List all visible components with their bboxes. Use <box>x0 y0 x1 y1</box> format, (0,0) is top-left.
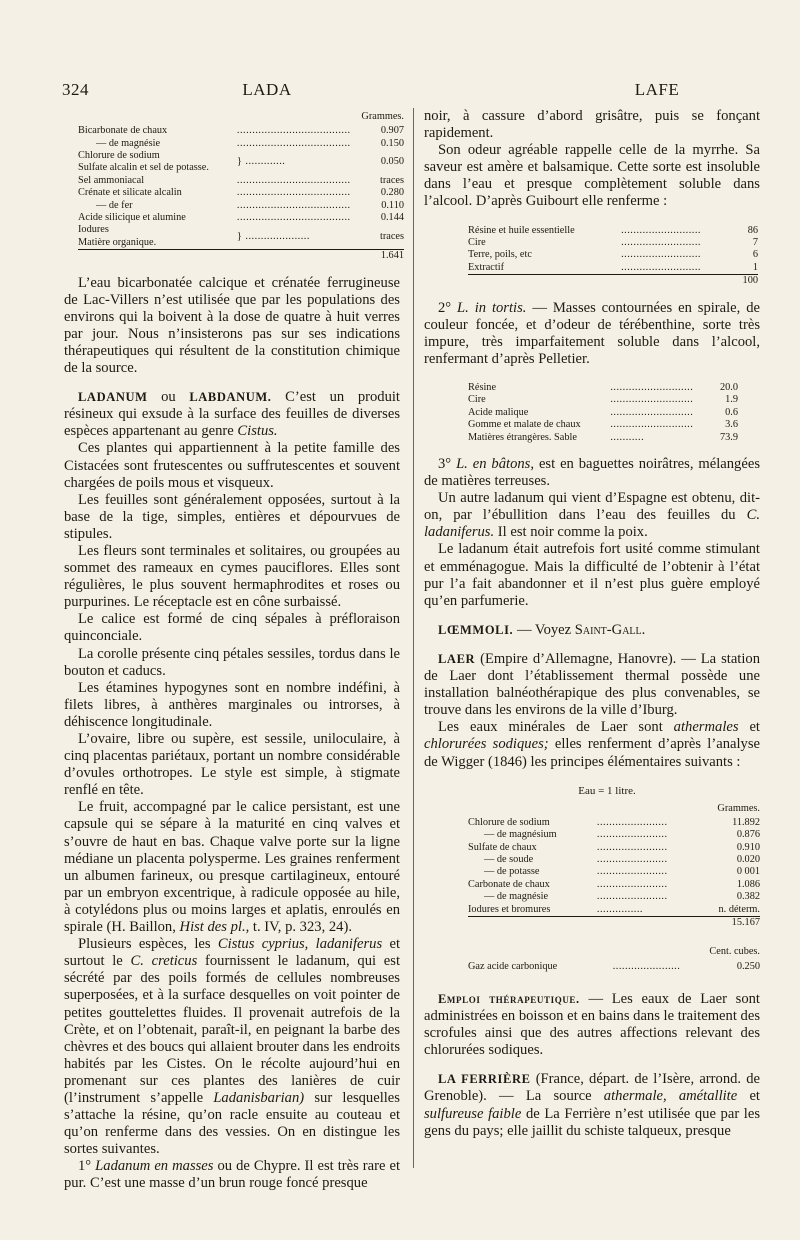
table-cell-label: — de magnésie <box>484 891 549 903</box>
table-row: Gaz acide carbonique ...................... 0.250 <box>468 960 760 972</box>
paragraph: Les fleurs sont terminales et solitaires, ou groupées au sommet des rameaux en cymes pauciflores. Elles sont régulières, le plus souvent hermaphrodites et roses ou purpurines. Le réceptacle est en cône surbaissé. <box>64 542 400 611</box>
table2 <box>468 225 758 288</box>
text: et <box>749 1088 760 1105</box>
genus-name: Cistus. <box>237 423 278 440</box>
table-row: Cire ........................... 1.9 <box>468 394 738 406</box>
entry-la-ferriere <box>424 1071 760 1139</box>
paragraph <box>64 936 400 1158</box>
table-row: Chlorure de sodium } ............. 0.050 <box>78 150 404 162</box>
table-cell-label: Chlorure de sodium <box>78 149 160 161</box>
table-row: Crénate et silicate alcalin ..................................... 0.280 <box>78 187 404 199</box>
table-cell-value: 0.150 <box>380 137 404 149</box>
right-running-title: LAFE <box>634 80 680 99</box>
species-name: C. creticus <box>130 953 198 970</box>
table-row: Résine ........................... 20.0 <box>468 381 738 393</box>
text: ou de Chypre. Il est très rare et pur. C’est une masse d’un brun rouge foncé presque <box>64 1158 401 1192</box>
paragraph: Son odeur agréable rappelle celle de la myrrhe. Sa saveur est amère et balsamique. Cette sorte est insoluble dans l’eau et presque complètement soluble dans l’alcool. D’après Guibourt elle renferme : <box>424 142 760 210</box>
text: et <box>749 719 760 736</box>
table2-total: 100 <box>736 275 758 288</box>
table-row: Carbonate de chaux ....................... 1.086 <box>468 878 760 890</box>
table-total-row <box>468 275 758 288</box>
table-row: — de magnésie ....................... 0.382 <box>468 891 760 903</box>
table-cell-label: — de magnésium <box>484 829 557 841</box>
conjunction: ou <box>161 389 176 406</box>
table-cell-value: 86 <box>747 224 758 236</box>
table-cell-label: — de soude <box>484 854 534 865</box>
table-cell-value: 3.6 <box>725 419 738 431</box>
table-cell-value: 1.9 <box>725 394 738 406</box>
table-cell-label: Matières étrangères. Sable <box>468 431 577 443</box>
table-cell-label: Chlorure de sodium <box>468 816 550 828</box>
table-cell-label: Iodures et bromures <box>468 903 551 915</box>
table-row: Iodures et bromures ............... n. déterm. <box>468 903 760 915</box>
table-cell-value: 1 <box>752 261 758 273</box>
table-cell-label: Sel ammoniacal <box>78 174 145 186</box>
emphasis: sulfureuse faible <box>424 1105 522 1122</box>
table4-unit: Grammes. <box>717 802 760 814</box>
entry-emploi <box>424 991 760 1059</box>
text: et surtout le <box>64 936 401 970</box>
variety-name: Ladanum en masses <box>95 1158 214 1175</box>
table-row: Sulfate de chaux ....................... 0.910 <box>468 841 760 853</box>
paragraph: L’ovaire, libre ou supère, est sessile, uniloculaire, à cinq placentas pariétaux, portant un nombre considérable d’ovules orthotropes. Le style est simple, à stigmate renflé en tête. <box>64 731 400 799</box>
table-cell-value: 11.892 <box>732 816 760 828</box>
entry-laer <box>424 651 760 719</box>
table-row: Acide malique ........................... 0.6 <box>468 406 738 418</box>
entry-heading: Emploi thérapeutique. <box>438 991 580 1006</box>
paragraph: Le calice est formé de cinq sépales à préfloraison quinconciale. <box>64 611 400 645</box>
table-cell-value: 7 <box>752 236 758 248</box>
table-row: Terre, poils, etc .......................... 6 <box>468 249 758 261</box>
table-cell-label: — de potasse <box>484 866 540 878</box>
table1 <box>78 125 404 262</box>
entry-laemmoli <box>424 622 760 639</box>
column-divider <box>413 108 414 1168</box>
table-cell-value: 0.910 <box>736 841 760 853</box>
citation: Hist des pl., <box>179 919 250 936</box>
table-cell-value: 0 001 <box>736 866 760 878</box>
paragraph: Ces plantes qui appartiennent à la petite famille des Cistacées sont frutescentes ou suffrutescentes et souvent chargées de poils mous et visqueux. <box>64 440 400 491</box>
table-cell-value: 0.110 <box>381 199 404 211</box>
text: Plusieurs espèces, les <box>78 936 211 953</box>
emphasis: chlorurées sodiques; <box>424 736 549 753</box>
table-cell-value: 0.907 <box>380 125 404 137</box>
left-column <box>64 108 404 1193</box>
table-cell-value: 1.086 <box>736 878 760 890</box>
table-cell-value: n. déterm. <box>718 903 760 915</box>
variety-name: L. en bâtons, <box>456 456 535 472</box>
paragraph: La corolle présente cinq pétales sessiles, tordus dans le bouton et caducs. <box>64 645 400 679</box>
instrument-name: Ladanisbarian) <box>213 1089 305 1106</box>
table-cell-label: Résine et huile essentielle <box>468 224 575 236</box>
paragraph <box>424 719 760 770</box>
table-cell-value: traces <box>379 174 404 186</box>
entry-text: C’est un produit résineux qui exsude à la surface des feuilles de diverses espèces appartenant au genre <box>64 389 400 440</box>
table-cell-value: 0.280 <box>380 187 404 199</box>
table-cell-label: Gomme et malate de chaux <box>468 419 581 431</box>
table-cell-value: 0.876 <box>736 829 760 841</box>
paragraph <box>64 799 400 936</box>
text: de La Ferrière n’est utilisée que par les gens du pays; elle jaillit du schiste talqueux, presque <box>424 1105 761 1139</box>
table-cell-label: Carbonate de chaux <box>468 878 550 890</box>
table-cell-label: Résine <box>468 381 497 393</box>
table-row: — de fer ..................................... 0.110 <box>78 200 404 212</box>
table-cell-value: 0.144 <box>380 211 404 223</box>
table1-unit: Grammes. <box>361 111 404 122</box>
text: — Masses contournées en spirale, de couleur foncée, et d’odeur de térébenthine, sorte très impure, très imparfaitement soluble dans l’alcool, renfermant d’après Pelletier. <box>424 299 760 367</box>
entry-heading-alt: LABDANUM. <box>189 390 272 405</box>
table-cell-value: 20.0 <box>719 381 738 393</box>
table-row: — de magnésium ....................... 0.876 <box>468 829 760 841</box>
text: est en baguettes noirâtres, mélangées de matières terreuses. <box>424 456 760 490</box>
table-cell-label: Crénate et silicate alcalin <box>78 187 182 199</box>
table-cell-label: Sulfate alcalin et sel de potasse. <box>78 162 209 174</box>
table-cell-value: 0.050 <box>380 156 404 168</box>
table-cell-label: Cire <box>468 394 486 406</box>
table-row: — de soude ....................... 0.020 <box>468 854 760 866</box>
table-row: Résine et huile essentielle .......................... 86 <box>468 224 758 236</box>
table-row: Sel ammoniacal ..................................... traces <box>78 174 404 186</box>
text: Les eaux minérales de Laer sont <box>438 719 663 736</box>
table3 <box>468 382 738 444</box>
species-name: C. ladaniferus. <box>424 507 760 541</box>
table-cell-value: 0.250 <box>736 960 760 972</box>
table-row: — de potasse ....................... 0 001 <box>468 866 760 878</box>
paragraph <box>424 456 760 490</box>
table-row: Gomme et malate de chaux ........................... 3.6 <box>468 419 738 431</box>
table-row: — de magnésie ..................................... 0.150 <box>78 138 404 150</box>
paragraph <box>424 300 760 368</box>
table-row: Matières étrangères. Sable ........... 73.9 <box>468 431 738 443</box>
paragraph: Le ladanum était autrefois fort usité comme stimulant et emménagogue. Mais la difficulté de l’obtenir à l’état pur l’a fait abandonner et il n’est plus guère employé qu’en parfumerie. <box>424 541 760 609</box>
table-cell-label: Terre, poils, etc <box>468 249 532 261</box>
table-cell-label: — de magnésie <box>96 137 161 149</box>
text: Il est noir comme la poix. <box>497 524 648 541</box>
text: fournissent le ladanum, qui est sécrété par des poils formés de cellules nombreuses superposées, et à la surface desquelles on voit pointer de petites gouttelettes fluides. Il provenait autrefois de la Crète, et on l’obtenait, paraît-il, en peignant la barbe des chèvres et des boucs qui allaient brouter dans les endroits habités par les Cistes. On le récolte aujourd’hui en promenant sur ces plantes des lanières de cuir (l’instrument s’appelle <box>64 953 400 1106</box>
text: (France, départ. de l’Isère, arrond. de Grenoble). — La source <box>424 1071 761 1105</box>
paragraph <box>64 1158 400 1192</box>
entry-heading: LADANUM <box>78 390 148 405</box>
table-cell-value: 0.020 <box>736 854 760 865</box>
text: Le fruit, accompagné par le calice persistant, est une capsule qui se sépare à la maturité en cinq valves et s’ouvre de haut en bas. Chaque valve porte sur la ligne médiane un placenta polysperme. Les graines renferment un albumen farineux, ou presque cartilagineux, entouré par un embryon excentrique, à radicule opposée au hile, à cotylédons plus ou moins larges et aplatis, enroulés en spirale (H. Baillon, <box>64 799 400 936</box>
paragraph <box>424 490 760 541</box>
text: 1° <box>78 1158 96 1175</box>
table4-gas <box>468 961 760 973</box>
entry-heading: LAER <box>438 651 476 666</box>
emphasis: athermale, amétallite <box>603 1088 738 1105</box>
table-row: Iodures } ..................... traces <box>78 224 404 236</box>
table-cell-value: 73.9 <box>719 431 738 443</box>
table4-gas-unit: Cent. cubes. <box>709 946 760 958</box>
table1-total: 1.641 <box>375 250 404 263</box>
running-header <box>62 80 742 102</box>
right-column <box>424 108 760 1140</box>
table-row: Cire .......................... 7 <box>468 236 758 248</box>
entry-text: (Empire d’Allemagne, Hanovre). — La station de Laer dont l’établissement thermal possède une installation balnéothérapique des plus convenables, se trouve dans les environs de la ville d’Iburg. <box>424 650 760 719</box>
text: t. IV, p. 323, 24). <box>252 919 352 936</box>
table4-total: 15.167 <box>700 917 760 930</box>
table-cell-label: Bicarbonate de chaux <box>78 125 168 137</box>
entry-heading: LA FERRIÈRE <box>438 1072 531 1087</box>
entry-text: — Les eaux de Laer sont administrées en boisson et en bains dans le traitement des scrofules ainsi que des autres affections relevant des chlorurées sodiques. <box>424 990 760 1059</box>
table-row: Bicarbonate de chaux ..................................... 0.907 <box>78 125 404 137</box>
text: 2° <box>438 299 458 316</box>
table-row: Acide silicique et alumine ..................................... 0.144 <box>78 211 404 223</box>
text: sur lesquelles s’attache la résine, qu’on racle ensuite au couteau et qu’on renferme dans des vessies. On en distingue les sortes suivantes. <box>64 1089 400 1158</box>
table-total-row <box>468 917 760 930</box>
table-cell-label: Matière organique. <box>78 236 157 248</box>
table-total-row <box>78 250 404 263</box>
table-cell-label: Cire <box>468 236 486 248</box>
left-running-title: LADA <box>242 80 292 99</box>
emphasis: athermales <box>673 719 739 736</box>
page-number: 324 <box>62 80 89 99</box>
table-row: Chlorure de sodium ....................... 11.892 <box>468 816 760 828</box>
table-cell-label: Gaz acide carbonique <box>468 960 558 972</box>
text: 3° <box>438 456 457 472</box>
table-cell-value: traces <box>379 230 404 242</box>
paragraph: Les feuilles sont généralement opposées, surtout à la base de la tige, simples, entières et dépourvues de stipules. <box>64 491 400 542</box>
table-cell-value: 6 <box>752 249 758 261</box>
table4-caption: Eau = 1 litre. <box>578 784 636 797</box>
text: elles renferment d’après l’analyse de Wigger (1846) les principes élémentaires suivants : <box>424 736 760 770</box>
table-cell-value: 0.6 <box>725 406 738 418</box>
table-cell-label: Sulfate de chaux <box>468 841 537 853</box>
table-cell-label: Extractif <box>468 261 505 273</box>
table-cell-value: 0.382 <box>736 891 760 903</box>
paragraph: noir, à cassure d’abord grisâtre, puis se fonçant rapidement. <box>424 108 760 142</box>
entry-ladanum <box>64 389 400 440</box>
paragraph: L’eau bicarbonatée calcique et crénatée ferrugineuse de Lac-Villers n’est utilisée que par les populations des environs qui la boivent à la dose de quatre à huit verres par jour. Nous n’insisterons pas sur ses indications thérapeutiques qui résultent de la constitution chimique de la source. <box>64 274 400 377</box>
text: Un autre ladanum qui vient d’Espagne est obtenu, dit-on, par l’ébullition dans l’eau des feuilles du <box>424 490 760 524</box>
cross-reference-link[interactable]: Saint-Gall. <box>574 621 646 638</box>
table-row: Extractif .......................... 1 <box>468 261 758 273</box>
variety-name: L. in tortis. <box>457 299 527 316</box>
entry-heading: LŒMMOLI. <box>438 622 514 637</box>
species-name: Cistus cyprius, ladaniferus <box>217 936 383 953</box>
table4 <box>468 817 760 930</box>
table-cell-label: — de fer <box>96 199 133 211</box>
paragraph: Les étamines hypogynes sont en nombre indéfini, à filets libres, à anthères marginales ou introrses, à déhiscence longitudinale. <box>64 679 400 730</box>
entry-text: — Voyez <box>516 621 572 638</box>
table-cell-label: Acide silicique et alumine <box>78 211 186 223</box>
table-cell-label: Iodures <box>78 224 109 236</box>
table-cell-label: Acide malique <box>468 406 529 418</box>
